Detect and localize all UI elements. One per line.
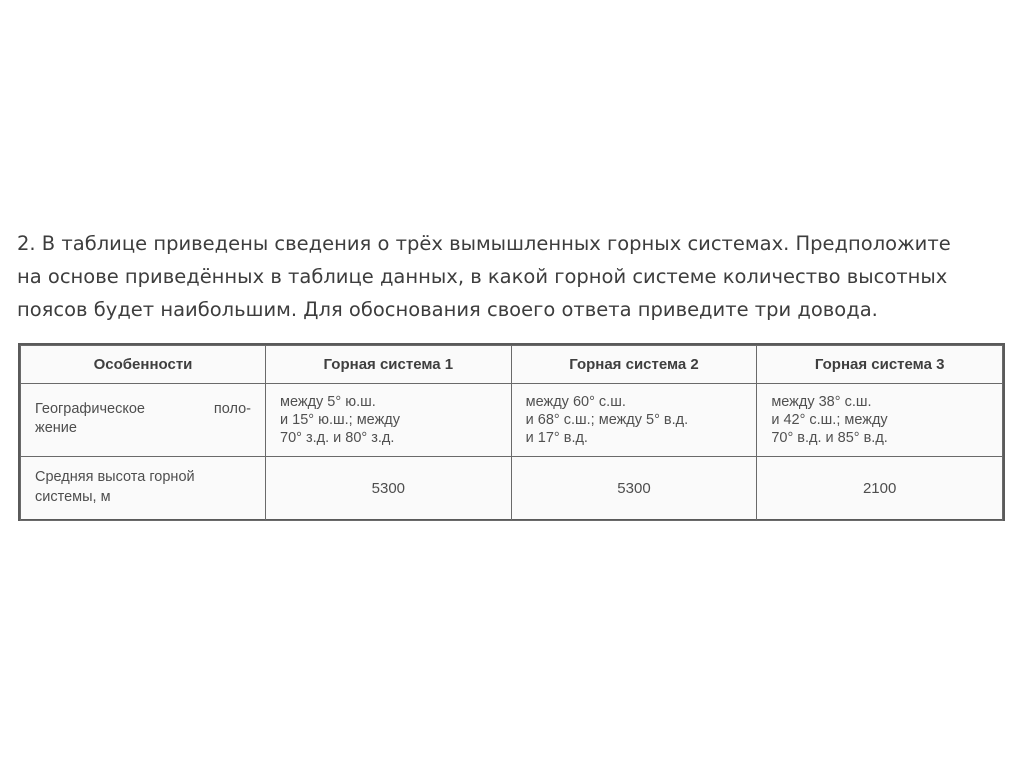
- geo-2-line-3: и 17° в.д.: [525, 430, 588, 446]
- geo-1-line-3: 70° з.д. и 80° з.д.: [280, 430, 395, 446]
- data-table: [20, 345, 1003, 521]
- height-value-system-1: 5300: [266, 457, 512, 521]
- header-system-1: Горная система 1: [266, 346, 512, 384]
- geo-1-line-1: между 5° ю.ш.: [280, 394, 376, 410]
- geo-3-line-3: 70° в.д. и 85° в.д.: [771, 430, 888, 446]
- header-system-3: Горная система 3: [757, 346, 1003, 384]
- header-features: Особенности: [21, 346, 266, 384]
- geo-cell-system-1: [266, 384, 512, 457]
- geo-3-line-2: и 42° с.ш.; между: [771, 412, 888, 428]
- question-text: [17, 227, 1012, 326]
- mountain-systems-table: [18, 343, 1005, 521]
- table-row-average-height: [21, 457, 1003, 521]
- geo-2-line-1: между 60° с.ш.: [525, 394, 626, 410]
- feature-average-height: [21, 457, 266, 521]
- feature-height-line-1: Средняя высота горной: [35, 469, 195, 485]
- feature-geographic-position: [21, 384, 266, 457]
- feature-geo-word-1: Географическое: [35, 401, 145, 417]
- geo-2-line-2: и 68° с.ш.; между 5° в.д.: [525, 412, 689, 428]
- height-value-system-2: 5300: [511, 457, 757, 521]
- geo-cell-system-3: [757, 384, 1003, 457]
- table-header-row: [21, 346, 1003, 384]
- question-line-2: на основе приведённых в таблице данных, в какой горной системе количество высотных: [17, 265, 948, 288]
- geo-1-line-2: и 15° ю.ш.; между: [280, 412, 400, 428]
- feature-height-line-2: системы, м: [35, 489, 111, 505]
- geo-cell-system-2: [511, 384, 757, 457]
- geo-3-line-1: между 38° с.ш.: [771, 394, 872, 410]
- feature-geo-word-2: поло-: [213, 401, 251, 417]
- feature-geo-word-3: жение: [35, 420, 77, 436]
- question-line-1: 2. В таблице приведены сведения о трёх вымышленных горных системах. Предположите: [17, 232, 951, 255]
- table-row-geographic-position: [21, 384, 1003, 457]
- height-value-system-3: 2100: [757, 457, 1003, 521]
- header-system-2: Горная система 2: [511, 346, 757, 384]
- question-line-3: поясов будет наибольшим. Для обоснования своего ответа приведите три довода.: [17, 298, 878, 321]
